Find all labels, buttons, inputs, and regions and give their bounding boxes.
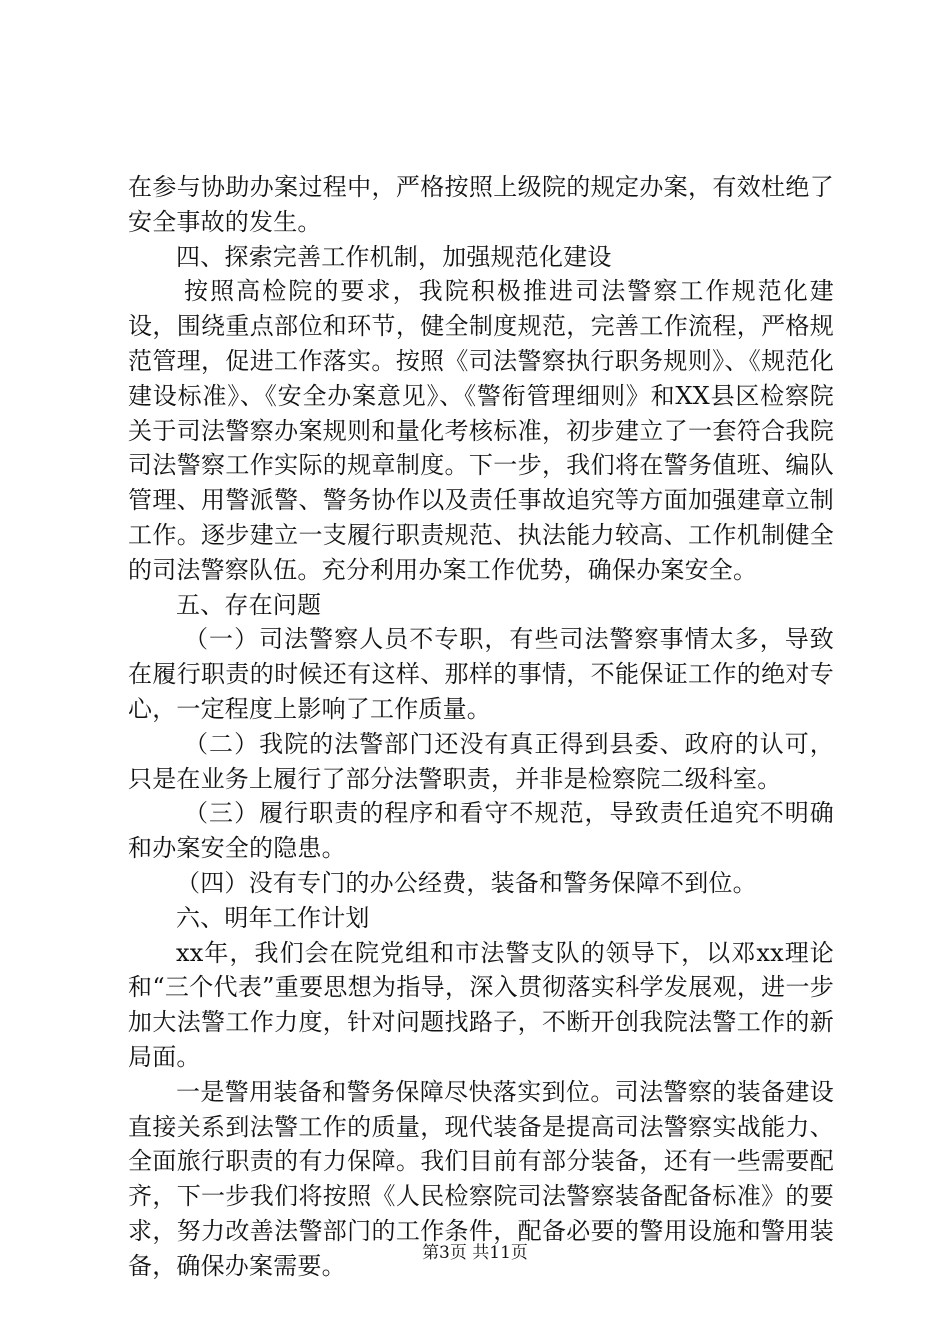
problem-item-4: （四）没有专门的办公经费，装备和警务保障不到位。 [176,868,757,897]
paragraph-plan-intro: xx年，我们会在院党组和市法警支队的领导下，以邓xx理论和“三个代表”重要思想为指导，深入贯彻落实科学发展观，进一步加大法警工作力度，针对问题找路子，不断开创我院法警工作的新局面。 [128,938,834,1071]
paragraph-standardization: 按照高检院的要求，我院积极推进司法警察工作规范化建设，围绕重点部位和环节，健全制度规范，完善工作流程，严格规范管理，促进工作落实。按照《司法警察执行职务规则》、《规范化建设标准》、《安全办案意见》、《警衔管理细则》和XX县区检察院关于司法警察办案规则和量化考核标准，初步建立了一套符合我院司法警察工作实际的规章制度。下一步，我们将在警务值班、编队管理、用警派警、警务协作以及责任事故追究等方面加强建章立制工作。逐步建立一支履行职责规范、执法能力较高、工作机制健全的司法警察队伍。充分利用办案工作优势，确保办案安全。 [128,277,834,584]
paragraph-plan-equipment: 一是警用装备和警务保障尽快落实到位。司法警察的装备建设直接关系到法警工作的质量，现代装备是提高司法警察实战能力、全面旅行职责的有力保障。我们目前有部分装备，还有一些需要配齐，下一步我们将按照《人民检察院司法警察装备配备标准》的要求，努力改善法警部门的工作条件，配备必要的警用设施和警用装备，确保办案需要。 [128,1077,834,1280]
document-body [128,170,834,1284]
problem-item-1: （一）司法警察人员不专职，有些司法警察事情太多，导致在履行职责的时候还有这样、那样的事情，不能保证工作的绝对专心，一定程度上影响了工作质量。 [128,625,834,723]
section-heading-6: 六、明年工作计划 [176,903,370,932]
section-heading-4: 四、探索完善工作机制，加强规范化建设 [176,242,612,271]
problem-item-2: （二）我院的法警部门还没有真正得到县委、政府的认可，只是在业务上履行了部分法警职责，并非是检察院二级科室。 [128,729,834,793]
page-footer: 第3页 共11页 [422,1243,528,1263]
paragraph-continuation: 在参与协助办案过程中，严格按照上级院的规定办案，有效杜绝了安全事故的发生。 [128,173,834,236]
section-heading-5: 五、存在问题 [176,590,322,619]
problem-item-3: （三）履行职责的程序和看守不规范，导致责任追究不明确和办案安全的隐患。 [128,799,834,863]
